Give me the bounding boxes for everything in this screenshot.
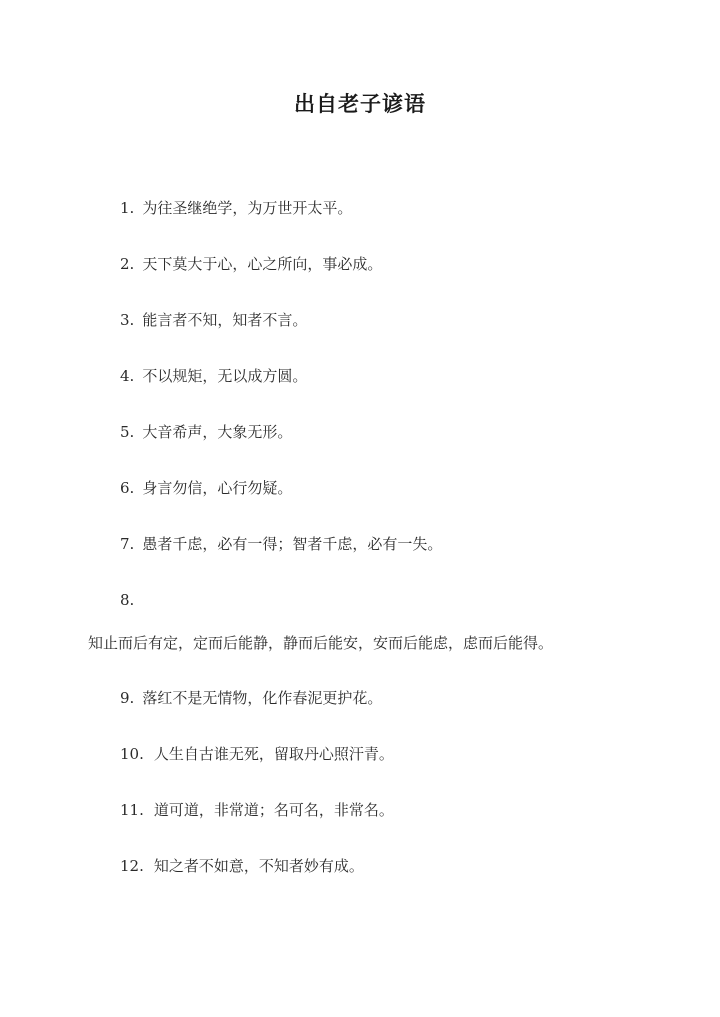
item-number: 3.	[120, 311, 135, 329]
proverb-item-7	[120, 534, 442, 554]
proverb-item-10	[120, 744, 394, 764]
proverb-item-8-number	[120, 590, 134, 610]
item-text: 知止而后有定，定而后能静，静而后能安，安而后能虑，虑而后能得。	[88, 634, 554, 652]
proverb-item-12	[120, 856, 364, 876]
item-number: 11.	[120, 801, 144, 819]
item-text: 落红不是无情物，化作春泥更护花。	[142, 689, 383, 707]
proverb-item-6	[120, 478, 292, 498]
item-number: 8.	[120, 591, 135, 609]
item-text: 人生自古谁无死，留取丹心照汗青。	[153, 745, 394, 763]
item-text: 为往圣继绝学，为万世开太平。	[142, 199, 353, 217]
item-number: 9.	[120, 689, 135, 707]
item-text: 不以规矩，无以成方圆。	[142, 367, 308, 385]
proverb-item-8-text	[88, 633, 553, 653]
item-number: 7.	[120, 535, 135, 553]
item-number: 5.	[120, 423, 135, 441]
item-text: 天下莫大于心，心之所向，事必成。	[142, 255, 383, 273]
proverb-item-3	[120, 310, 307, 330]
item-text: 道可道，非常道；名可名，非常名。	[153, 801, 394, 819]
item-number: 2.	[120, 255, 135, 273]
document-title: 出自老子谚语	[294, 91, 426, 116]
item-text: 愚者千虑，必有一得；智者千虑，必有一失。	[142, 535, 443, 553]
item-number: 12.	[120, 857, 144, 875]
item-number: 10.	[120, 745, 144, 763]
proverb-item-1	[120, 198, 352, 218]
proverb-item-5	[120, 422, 292, 442]
proverb-item-4	[120, 366, 307, 386]
item-text: 知之者不如意，不知者妙有成。	[153, 857, 364, 875]
item-number: 1.	[120, 199, 135, 217]
item-number: 4.	[120, 367, 135, 385]
item-text: 大音希声，大象无形。	[142, 423, 293, 441]
item-text: 身言勿信，心行勿疑。	[142, 479, 293, 497]
item-number: 6.	[120, 479, 135, 497]
item-text: 能言者不知，知者不言。	[142, 311, 308, 329]
proverb-item-2	[120, 254, 382, 274]
proverb-item-9	[120, 688, 382, 708]
proverb-item-11	[120, 800, 394, 820]
